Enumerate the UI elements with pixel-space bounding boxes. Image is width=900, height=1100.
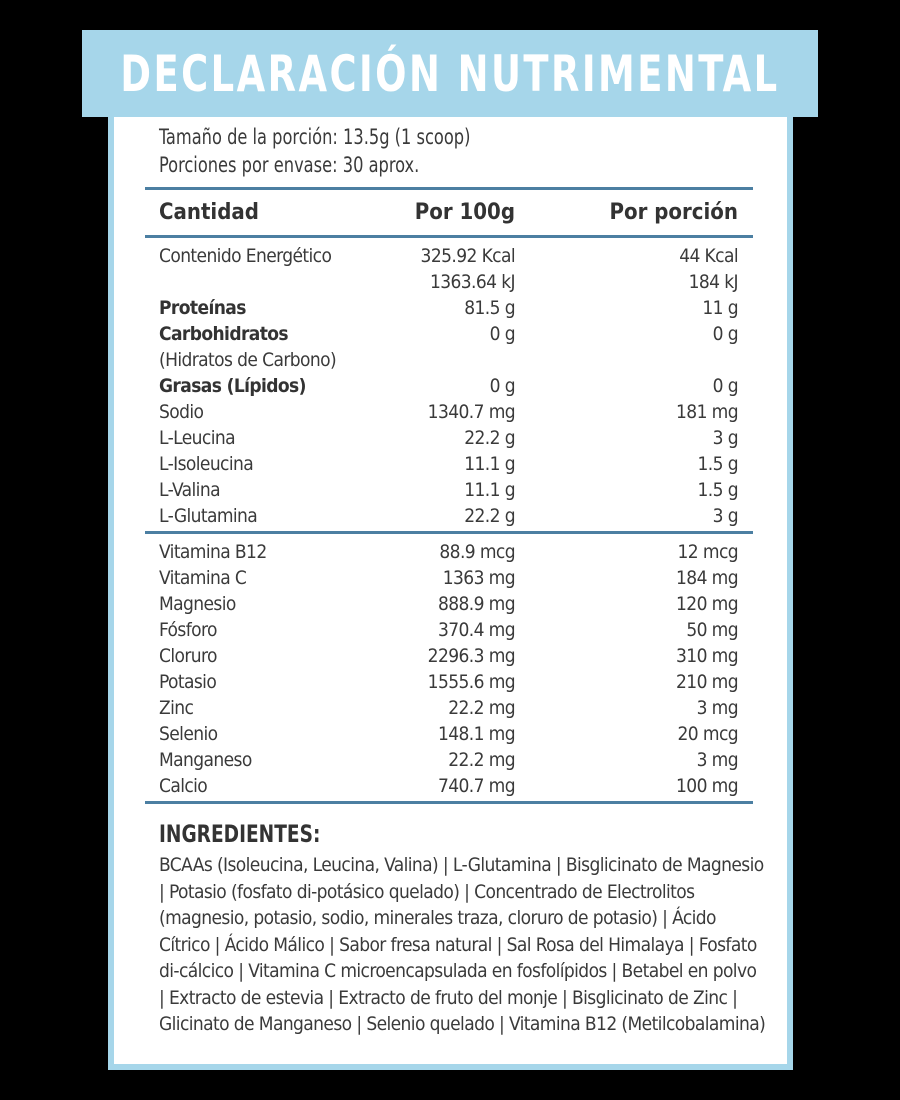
- value-per-serving: 100 mg: [676, 775, 738, 797]
- nutrient-name: L-Valina: [159, 479, 220, 501]
- nutrient-name: Calcio: [159, 775, 208, 797]
- value-per-serving: 1.5 g: [697, 453, 738, 475]
- nutrient-name: Cloruro: [159, 645, 217, 667]
- page-title: DECLARACIÓN NUTRIMENTAL: [120, 44, 780, 103]
- value-per-100g: 22.2 g: [464, 427, 515, 449]
- vitamin-row: [145, 669, 753, 695]
- nutrient-row: [145, 243, 753, 269]
- value-per-serving: 3 mg: [696, 697, 738, 719]
- value-per-100g: 148.1 mg: [437, 723, 515, 745]
- nutrient-name: Carbohidratos: [159, 323, 289, 345]
- nutrient-name: L-Isoleucina: [159, 453, 254, 475]
- value-per-100g: 22.2 g: [464, 505, 515, 527]
- ingredients-line: | Extracto de estevia | Extracto de fruto del monje | Bisglicinato de Zinc |: [159, 986, 738, 1009]
- vitamin-row: [145, 695, 753, 721]
- servings-per-container: Porciones por envase: 30 aprox.: [159, 153, 420, 177]
- serving-info: [145, 123, 753, 179]
- nutrient-name: Fósforo: [159, 619, 217, 641]
- value-per-100g: 11.1 g: [464, 453, 515, 475]
- value-per-serving: 184 kJ: [688, 271, 738, 293]
- value-per-100g: 81.5 g: [464, 297, 515, 319]
- value-per-100g: 888.9 mg: [437, 593, 515, 615]
- nutrient-name: Contenido Energético: [159, 245, 332, 267]
- value-per-100g: 11.1 g: [464, 479, 515, 501]
- value-per-serving: 181 mg: [676, 401, 738, 423]
- column-header-per100: Por 100g: [414, 200, 515, 225]
- serving-size: Tamaño de la porción: 13.5g (1 scoop): [159, 125, 471, 149]
- value-per-100g: 0 g: [489, 323, 515, 345]
- ingredients-line: Cítrico | Ácido Málico | Sabor fresa natural | Sal Rosa del Himalaya | Fosfato: [159, 933, 757, 956]
- vitamin-row: [145, 539, 753, 565]
- nutrient-row: [145, 295, 753, 321]
- ingredients-line: | Potasio (fosfato di-potásico quelado) | Concentrado de Electrolitos: [159, 880, 695, 903]
- value-per-100g: 370.4 mg: [437, 619, 515, 641]
- nutrient-name: L-Glutamina: [159, 505, 258, 527]
- nutrient-row: [145, 321, 753, 347]
- value-per-100g: 325.92 Kcal: [420, 245, 515, 267]
- column-header-per-serving: Por porción: [609, 200, 738, 225]
- ingredients-text: [159, 852, 766, 1038]
- nutrient-row: [145, 503, 753, 529]
- ingredients-section: [145, 804, 766, 1038]
- nutrient-name: Sodio: [159, 401, 204, 423]
- vitamin-row: [145, 591, 753, 617]
- nutrient-name: Vitamina B12: [159, 541, 267, 563]
- value-per-serving: 44 Kcal: [679, 245, 738, 267]
- nutrient-row: [145, 347, 753, 373]
- ingredients-line: BCAAs (Isoleucina, Leucina, Valina) | L-Glutamina | Bisglicinato de Magnesio: [159, 854, 764, 876]
- nutrient-name: Selenio: [159, 723, 218, 745]
- value-per-100g: 1363.64 kJ: [429, 271, 515, 293]
- vitamin-list: [145, 534, 753, 801]
- value-per-serving: 210 mg: [676, 671, 738, 693]
- value-per-serving: 3 mg: [696, 749, 738, 771]
- value-per-100g: 22.2 mg: [448, 697, 515, 719]
- value-per-100g: 740.7 mg: [437, 775, 515, 797]
- column-header-name: Cantidad: [159, 200, 259, 225]
- nutrient-list: [145, 238, 753, 531]
- value-per-serving: 50 mg: [686, 619, 738, 641]
- value-per-serving: 120 mg: [676, 593, 738, 615]
- nutrient-name: (Hidratos de Carbono): [159, 349, 337, 371]
- nutrient-name: Grasas (Lípidos): [159, 375, 306, 397]
- nutrient-name: Potasio: [159, 671, 217, 693]
- ingredients-heading: INGREDIENTES:: [159, 820, 321, 848]
- nutrient-row: [145, 451, 753, 477]
- value-per-serving: 0 g: [712, 375, 738, 397]
- table-header: [145, 190, 753, 235]
- vitamin-row: [145, 773, 753, 799]
- nutrient-row: [145, 399, 753, 425]
- value-per-serving: 0 g: [712, 323, 738, 345]
- value-per-serving: 12 mcg: [677, 541, 738, 563]
- nutrient-name: Zinc: [159, 697, 194, 719]
- nutrient-row: [145, 425, 753, 451]
- value-per-100g: 22.2 mg: [448, 749, 515, 771]
- nutrient-name: Magnesio: [159, 593, 236, 615]
- value-per-100g: 1363 mg: [442, 567, 515, 589]
- nutrient-name: Vitamina C: [159, 567, 247, 589]
- value-per-100g: 0 g: [489, 375, 515, 397]
- vitamin-row: [145, 747, 753, 773]
- value-per-100g: 1340.7 mg: [427, 401, 515, 423]
- value-per-serving: 3 g: [712, 505, 738, 527]
- value-per-serving: 3 g: [712, 427, 738, 449]
- nutrient-row: [145, 477, 753, 503]
- nutrient-name: L-Leucina: [159, 427, 235, 449]
- vitamin-row: [145, 721, 753, 747]
- value-per-100g: 1555.6 mg: [427, 671, 515, 693]
- value-per-serving: 11 g: [702, 297, 738, 319]
- title-banner: [82, 30, 818, 117]
- vitamin-row: [145, 643, 753, 669]
- vitamin-row: [145, 617, 753, 643]
- vitamin-row: [145, 565, 753, 591]
- value-per-100g: 88.9 mcg: [439, 541, 515, 563]
- value-per-serving: 184 mg: [676, 567, 738, 589]
- value-per-serving: 20 mcg: [677, 723, 738, 745]
- value-per-serving: 310 mg: [676, 645, 738, 667]
- nutrient-name: Manganeso: [159, 749, 252, 771]
- ingredients-line: Glicinato de Manganeso | Selenio quelado | Vitamina B12 (Metilcobalamina): [159, 1013, 766, 1035]
- nutrient-row: [145, 269, 753, 295]
- ingredients-line: di-cálcico | Vitamina C microencapsulada en fosfolípidos | Betabel en polvo: [159, 960, 757, 982]
- nutrient-name: Proteínas: [159, 297, 246, 319]
- nutrient-row: [145, 373, 753, 399]
- ingredients-line: (magnesio, potasio, sodio, minerales traza, cloruro de potasio) | Ácido: [159, 907, 716, 929]
- value-per-100g: 2296.3 mg: [427, 645, 515, 667]
- nutrition-facts: [145, 123, 766, 1038]
- value-per-serving: 1.5 g: [697, 479, 738, 501]
